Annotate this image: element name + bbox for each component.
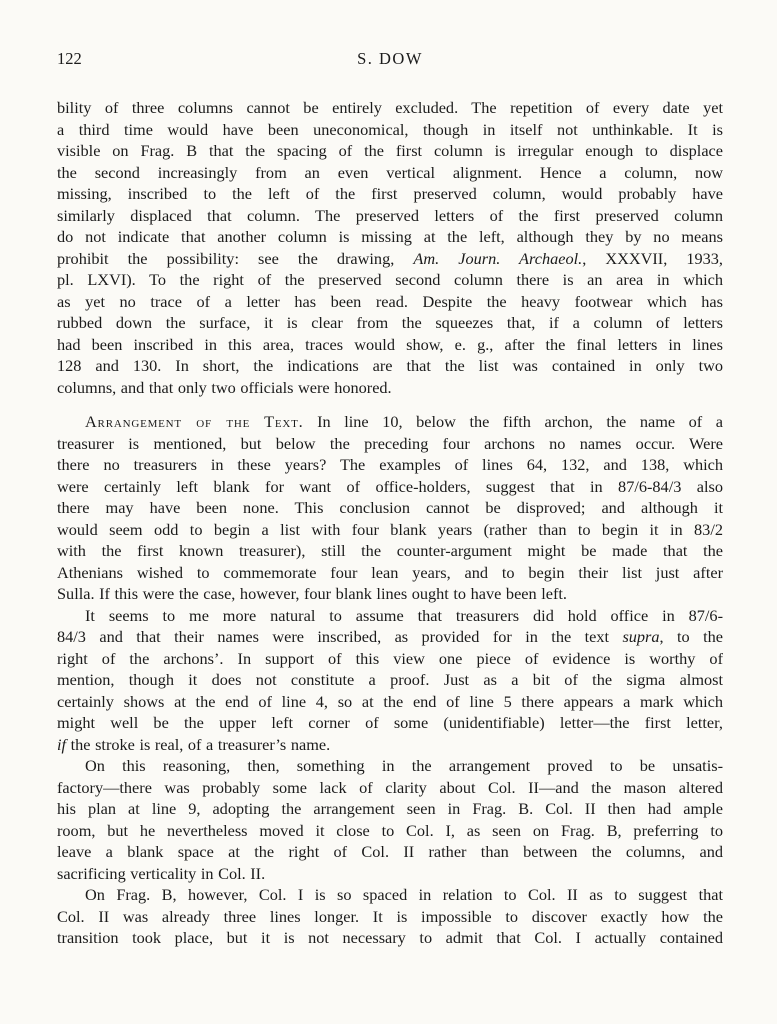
text-line (57, 648, 723, 670)
text-line (57, 755, 723, 777)
text-segment: columns, and that only two officials were honored. (57, 377, 392, 397)
text-segment: 84/3 and that their names were inscribed, as provided for in the text (57, 627, 623, 646)
text-line (57, 669, 723, 691)
text-segment: there may have been none. This conclusion cannot be disproved; and although it (57, 498, 723, 517)
text-line (57, 519, 723, 541)
text-line (57, 540, 723, 562)
text-segment: leave a blank space at the right of Col. II rather than between the columns, and (57, 842, 723, 861)
text-segment: transition took place, but it is not necessary to admit that Col. I actually contained (57, 928, 723, 947)
text-segment: had been inscribed in this area, traces would show, e. g., after the final letters in lines (57, 334, 723, 354)
paragraph (57, 97, 723, 398)
paragraph (57, 411, 723, 605)
text-segment: Athenians wished to commemorate four lean years, and to begin their list just after (57, 562, 723, 582)
text-segment: 128 and 130. In short, the indications are that the list was contained in only two (57, 356, 723, 375)
page-text (57, 97, 723, 949)
text-line (57, 906, 723, 928)
text-segment: certainly shows at the end of line 4, so at the end of line 5 there appears a mark which (57, 691, 723, 711)
text-segment: were certainly left blank for want of office-holders, suggest that in 87/6-84/3 also (57, 476, 723, 496)
text-line (57, 927, 723, 949)
text-segment: On Frag. B, however, Col. I is so spaced in relation to Col. II as to suggest that (85, 885, 723, 904)
text-segment: mention, though it does not constitute a proof. Just as a bit of the sigma almost (57, 670, 723, 689)
text-segment: similarly displaced that column. The preserved letters of the first preserved column (57, 205, 723, 225)
text-line (57, 119, 723, 141)
text-segment: pl. LXVI). To the right of the preserved second column there is an area in which (57, 270, 723, 289)
text-segment: missing, inscribed to the left of the first preserved column, would probably have (57, 184, 723, 203)
paragraph (57, 884, 723, 949)
text-line (57, 269, 723, 291)
text-line (57, 884, 723, 906)
text-segment: factory—there was probably some lack of clarity about Col. II—and the mason altered (57, 777, 723, 797)
text-line (57, 626, 723, 648)
text-line (57, 798, 723, 820)
italic-text-segment: Am. Journ. Archaeol. (413, 248, 583, 268)
small-caps-heading: Arrangement of the Text. (85, 412, 304, 431)
text-line (57, 562, 723, 584)
text-segment: would seem odd to begin a list with four blank years (rather than to begin it in 83/2 (57, 519, 723, 539)
text-segment: visible on Frag. B that the spacing of the first column is irregular enough to displace (57, 141, 723, 160)
text-line (57, 411, 723, 433)
text-line (57, 841, 723, 863)
text-line (57, 162, 723, 184)
paragraph (57, 755, 723, 884)
text-line (57, 312, 723, 334)
text-line (57, 712, 723, 734)
text-line (57, 355, 723, 377)
text-segment: as yet no trace of a letter has been read. Despite the heavy footwear which has (57, 291, 723, 311)
text-segment: rubbed down the surface, it is clear from the squeezes that, if a column of letters (57, 313, 723, 332)
text-segment: might well be the upper left corner of some (unidentifiable) letter—the first letter, (57, 713, 723, 732)
text-line (57, 691, 723, 713)
text-line (57, 377, 723, 399)
text-line (57, 863, 723, 885)
text-segment: treasurer is mentioned, but below the preceding four archons no names occur. Were (57, 433, 723, 453)
text-segment: Col. II was already three lines longer. It is impossible to discover exactly how the (57, 906, 723, 926)
text-line (57, 291, 723, 313)
text-segment: the second increasingly from an even vertical alignment. Hence a column, now (57, 162, 723, 182)
text-segment: his plan at line 9, adopting the arrangement seen in Frag. B. Col. II then had ample (57, 799, 723, 818)
text-line (57, 433, 723, 455)
text-segment: sacrificing verticality in Col. II. (57, 863, 266, 883)
text-segment: prohibit the possibility: see the drawing, (57, 248, 414, 268)
text-line (57, 777, 723, 799)
text-segment: On this reasoning, then, something in the arrangement proved to be unsatis- (85, 756, 723, 775)
text-line (57, 454, 723, 476)
text-segment: do not indicate that another column is missing at the left, although they by no means (57, 227, 723, 246)
page-number: 122 (57, 49, 82, 68)
running-head-author: S. DOW (357, 49, 423, 68)
text-segment: It seems to me more natural to assume that treasurers did hold office in 87/6- (85, 605, 723, 625)
text-segment: bility of three columns cannot be entirely excluded. The repetition of every date yet (57, 98, 723, 117)
text-line (57, 248, 723, 270)
text-line (57, 734, 723, 756)
italic-text-segment: if (57, 734, 67, 754)
text-line (57, 820, 723, 842)
text-line (57, 97, 723, 119)
text-line (57, 205, 723, 227)
paragraph (57, 605, 723, 756)
text-line (57, 583, 723, 605)
text-line (57, 140, 723, 162)
text-line (57, 183, 723, 205)
text-segment: there no treasurers in these years? The examples of lines 64, 132, and 138, which (57, 455, 723, 474)
text-segment: the stroke is real, of a treasurer’s name. (66, 734, 331, 754)
text-segment: with the first known treasurer), still the counter-argument might be made that the (57, 541, 723, 560)
text-line (57, 605, 723, 627)
text-segment: a third time would have been uneconomical, though in itself not unthinkable. It is (57, 119, 723, 139)
text-line (57, 226, 723, 248)
text-line (57, 334, 723, 356)
text-segment: room, but he nevertheless moved it close to Col. I, as seen on Frag. B, preferring to (57, 820, 723, 840)
text-line (57, 476, 723, 498)
text-segment: Sulla. If this were the case, however, four blank lines ought to have been left. (57, 584, 568, 603)
text-segment: , XXXVII, 1933, (582, 248, 723, 268)
text-segment: right of the archons’. In support of this view one piece of evidence is worthy of (57, 648, 723, 668)
text-line (57, 497, 723, 519)
text-segment: In line 10, below the fifth archon, the name of a (303, 412, 723, 431)
text-segment: , to the (659, 627, 723, 646)
running-header (57, 49, 723, 71)
italic-text-segment: supra (622, 627, 660, 646)
